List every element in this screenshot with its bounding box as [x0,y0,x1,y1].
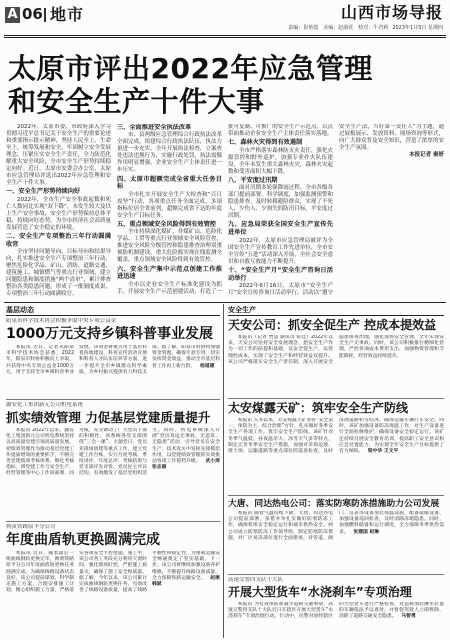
lead-headline [8,52,444,118]
article-body [228,602,444,636]
article-byline: 赵康 韩斌 [152,575,220,588]
article-divider [228,574,444,575]
lead-intro: 2022年，太原市委、市政府深入学习贯彻习近平总书记关于安全生产的重要论述和重要指示批示精神，坚持人民至上、生命至上，统筹发展和安全，牢固树立安全发展理念，压紧压实安全生产责任，全力防范化解重大安全风险，全市安全生产形势持续稳定向好。近日，太原市安委会办公室、太原市应急管理局评选出2022年应急管理和安全生产十件大事。 [6,124,111,186]
article-body-text: 本报讯 随着气温持续下降，大唐、同达热电公司提前部署，多措并举扎实做好防寒防冻工作，确保机组安全稳定运行和城市供热安全。两公司成立防寒防冻工作领导组，制定防寒防冻措施，对厂区易冻部位进行全面排查，对管道、阀门、仪表等设备加装保温设施，配备取暖设备，加强设备巡回检查，及时消除冻堵隐患。同时，加强燃料储备和运行调度，全力保障冬季供热需求。 [228,511,444,541]
article-headline: 年度曲盾轨更换圆满完成 [6,532,160,548]
lead-section-text: 全市扎实开展安全生产大检查和“百日攻坚”行动，各项重点任务全面完成，多项指标位居全省前列，超额完成省下达的年度安全生产目标任务。 [117,191,222,219]
article-byline: 梁中华 王文平 [367,449,399,455]
page-number: 06 [22,5,43,23]
article-headline: 1000万元支持乡镇科普事业发展 [6,326,213,342]
lead-section-text: 2022年，太原市应急管理局被评为全国安全生产宣传教育工作先进单位，全市安全宣传“五进”活动深入开展，全社会安全意识和自救互救能力不断提升。 [228,237,333,265]
lead-byline: 本报记者 秦妍 [409,152,444,158]
lead-section-text: 2022年6月16日，太原市“安全生产月”安全宣传咨询日活动举行。活动以“遵守安全生产法，当好第一责任人”为主题，通过展板展示、发放资料、现场咨询等形式，向广大群众普及安全知识，营造了浓厚的安全生产氛围。 [228,124,444,296]
article-byline: 杨道建 [199,363,215,369]
lead-section-heading: 二、安全生产专项整治三年行动圆满收官 [6,232,111,248]
lead-section-heading: 五、重点领域安全风险得到有效管控 [117,220,216,228]
article-body [6,428,220,518]
article-divider [228,495,444,496]
lead-section-heading: 七、森林火灾得到有效遏制 [228,139,303,147]
article-headline: 抓实绩效管理 力促基层党建质量提升 [6,410,211,425]
article-headline: 天安公司：抓安全促生产 控成本提效益 [228,318,437,332]
article-divider [6,399,220,400]
article-headline: 太安煤露天矿：筑牢安全生产防线 [228,401,409,415]
article-divider [6,521,220,522]
page-letter-badge: A [5,7,20,23]
lead-section-text: 全市坚持问题导向、目标导向和结果导向，扎实推进安全生产专项整治三年行动，聚焦危险化学品、矿山、消防、道路交通、建筑施工、城镇燃气等重点行业领域，建立问题隐患和制度措施“两个清单”，累计排查整治各类隐患问题，形成了一批制度成果，专项整治三年行动圆满收官。 [6,248,111,297]
article-body-text: 本报讯 入冬以来，太安煤露天矿坚持“安全第一、预防为主、综合治理”方针，扎实做好冬季安全生产各项工作，筑牢安全生产防线。该矿针对冬季气温低、昼夜温差大、冰雪天气多等特点，制定完善冬季安全生产措施，加强对采场边坡、排土场、运输道路等重点部位的巡查检查，及时清理道路积雪结冰，确保运输车辆行车安全。同时，该矿加强设备防冻保温工作，对生产设备进行全面检修维护，确保设备安全稳定运行。该矿还持续开展安全教育培训，提高职工安全意识和应急处置能力，为实现全年安全生产目标提供了有力保障。 [228,418,444,455]
article-body [228,511,444,571]
header-separator [44,8,46,22]
article-kicker: 高速交警四支队十大队 [228,577,284,583]
lead-section-text: 2022年，全市生产安全事故起数和死亡人数同比实现“双下降”，未发生较大及以上生产安全事故，安全生产形势保持总体平稳、持续向好态势，为全市经济社会高质量发展营造了安全稳定的环境。 [6,196,111,231]
editor-credits [288,25,443,32]
lead-section-text: 全市持续深化煤矿、非煤矿山、危险化学品、工贸等重点行业领域安全风险管控，推进安全风险分级管控和隐患排查治理双重预防机制建设，重大危险源实现在线监测全覆盖，重点领域安全风险得到有效管控。 [117,229,222,264]
article-body-text: 本报讯 为有效预防和减少道路交通事故，高速交警四支队十大队近日在辖区开展大型货车“水浇刹车”专项治理行动。行动中，民警对途经辖区的大型货车进行严格检查，对违规加装淋水装置的车辆依法予以查处，并督促驾驶人立即拆除，消除了道路交通安全隐患。 [228,602,444,620]
lead-section-text: 面对汛期多轮强降雨过程，全市各级各部门提前部署、科学调度，加强监测预警和隐患排查，及时转移避险群众，实现了不死人、少伤人、少损失的防汛目标，平安度过汛期。 [228,185,333,220]
article-kicker: 朔黄铁路原平分公司 [6,524,56,530]
lead-headline-line1: 太原市评出2022年应急管理 [8,52,373,85]
lead-section-heading: 九、应急局荣获全国安全生产宣传先进单位 [228,221,333,237]
lead-section-text: 全市以企业安全生产标准化建设为抓手，开展安全生产示范创建活动，打造了一批可复制、可推广的安全生产示范点，以点带面推动企业安全生产主体责任落实落地。 [117,124,333,295]
article-byline: 马智勇 [401,614,416,620]
article-byline: 张建国 赵琳 [353,529,380,535]
article-body [6,551,220,636]
article-body [228,418,444,492]
article-body-text: 本报讯（记者 贾慧 通讯员 张佳）2022年以来，天安公司坚持安全发展理念，把安全生产作为一切工作的前提和基础，以安全促生产，以管理控成本，实现了安全生产和经营效益双提升。该公司严格落实安全生产责任制，深入开展安全隐患排查治理，强化现场安全管理，全年实现安全生产无事故。同时，该公司积极推行精细化管理，严控各项成本费用支出，加强物资管理和节能降耗，经营效益持续提升。 [228,335,444,365]
section-divider [4,302,446,303]
lead-section-heading: 六、安全生产集中示范点创建工作推进迅速 [117,265,222,281]
article-body-text: 本报讯 近日，随着最后一组曲线钢轨更换完毕，朔黄铁路原平分公司年度曲盾轨更换任务圆满完成。为确保线路设备状态良好，该公司提前谋划，科学制定施工方案，合理安排施工计划，精心组织施工力量，严格落实各项安全卡控措施。施工中，该公司各工务段充分利用天窗时间，强化现场盯控，严把施工质量关，确保了施工安全和质量。据了解，今年以来，该公司累计完成曲线钢轨更换任务，有效改善了线路设备质量，提高了线路平顺性和稳定性，为重载运输安全畅通奠定了坚实基础。下一步，该公司将继续加强设备养护维修，不断提升线路设备质量，全力保障铁路运输安全。 [6,551,220,594]
page-section-title: 地市 [50,5,85,24]
article-byline: 武小涛 张志丽 [152,459,220,471]
lead-headline-line2: 和安全生产十件大事 [8,85,265,118]
masthead: 山西市场导报 [340,3,443,22]
article-body [228,335,444,395]
lead-section-heading: 一、安全生产形势持续向好 [6,188,81,196]
article-body-text: 本报讯 近日，记者从阳泉市科学技术协会获悉，2022年，阳泉市科协积极向上争取，共获得中央专项公益金1000万元，用于支持全市乡镇科普事业发展。该资金将重点用于基层科普阵地建设、科普宣传活动开展和科普人才队伍培养等方面，进一步提升全市乡镇群众科学素质，为乡村振兴提供有力科技支撑。据了解，阳泉市科协将加强资金管理，确保专款专用，切实发挥资金效益，推动全市基层科普工作再上新台阶。 [6,345,220,375]
article-kicker: 阳泉市科学技术协会积极争取中央专项公益金 [6,318,117,324]
lead-section-heading: 十、“安全生产月”安全生产咨询日活动举行 [228,266,333,282]
lead-section-heading: 三、全面推进安全执法改革 [117,124,192,131]
header-rule [4,35,446,38]
lead-article-body [6,124,444,300]
lead-section-heading: 四、太原市超额完成全省重大任务目标 [117,175,222,191]
section-label-safety: 安全生产 [228,306,444,316]
section-label-local-news: 基层动态 [6,306,220,316]
article-divider [228,398,444,399]
article-kicker: 潞安化工集团新元公司机电系统 [6,402,84,408]
lead-section-text: 市、县两级应急管理综合行政执法改革全面完成，组建综合行政执法队伍，执法力量进一步充实。全年开展执法检查，立案查处违法违规行为，实施行政处罚，执法震慑作用明显增强，企业安全生产主体责任进一步压实。 [117,132,222,174]
issue-date: 2023年1月5日 星期四 [392,25,443,31]
lead-section-heading: 八、平安度过汛期 [228,176,278,184]
lead-section-text: 全市严格落实森林防灭火责任，强化火源管控和野外巡护，加强专业扑火队伍建设，全年未发生重大森林火灾，森林火灾起数和受害面积大幅下降。 [228,147,333,175]
article-headline: 开展大型货车“水浇刹车”专项治理 [228,585,412,599]
article-body-text: 本报讯 2022年以来，潞安化工集团新元公司机电系统坚持以高质量党建引领高质量发展，把绩效管理作为推动基层党建工作提质增效的重要抓手，不断完善党建绩效考核体系，细化考核指标，将党建工作与安全生产、经营管理等中心工作同部署、同考核，充分调动了广大党员干部的积极性。该系统各党支部围绕“三会一课”、主题党日、党员先锋岗创建等重点工作，建立党建工作台账，实行月度考核、季度讲评、年度总评，考核结果与党支部评先评优、党员民主评议挂钩，有效激发了基层党组织活力。同时，机电系统深入开展“党员身边无事故、无违章、无隐患”活动，引导党员在安全生产、技术攻关中发挥先锋模范作用，以党建绩效管理的实效推动各项工作提档升级。 [6,428,220,477]
article-headline: 大唐、同达热电公司：落实防寒防冻措施助力公司发展 [228,499,440,509]
article-body [6,345,220,397]
column-divider [223,304,224,638]
credits-text: 责编：崔艳霞 美编：赵淑花 校对：牛君莉 [288,25,389,31]
